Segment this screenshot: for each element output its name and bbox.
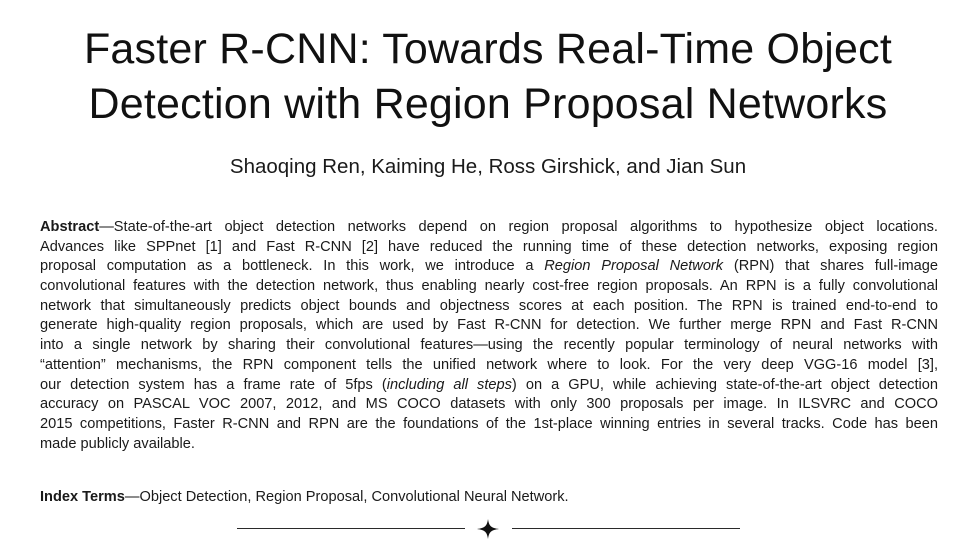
abstract-line xyxy=(40,316,938,336)
abstract-text: network that simultaneously predicts object bounds and objectness scores at each position. The RPN is trained end-to-end to xyxy=(40,297,938,314)
abstract-text: (RPN) that shares full-image xyxy=(723,258,938,275)
abstract-text: accuracy on PASCAL VOC 2007, 2012, and MS COCO datasets with only 300 proposals per image. In ILSVRC and COCO xyxy=(40,396,938,413)
abstract-text: made publicly available. xyxy=(40,435,195,452)
abstract-emphasis: Region Proposal Network xyxy=(544,258,724,275)
abstract-text: generate high-quality region proposals, which are used by Fast R-CNN for detection. We further merge RPN and Fast R-CNN xyxy=(40,317,938,334)
abstract-text: “attention” mechanisms, the RPN component tells the unified network where to look. For the very deep VGG-16 model [3], xyxy=(40,356,938,373)
abstract-text: our detection system has a frame rate of 5fps ( xyxy=(40,376,387,393)
abstract-line xyxy=(40,257,938,277)
abstract-text: ) on a GPU, while achieving state-of-the-art object detection xyxy=(511,376,939,393)
abstract-line xyxy=(40,336,938,356)
abstract-line xyxy=(40,218,938,238)
abstract-line xyxy=(40,415,938,435)
divider-rule-left xyxy=(237,528,465,529)
abstract-text: —State-of-the-art object detection networks depend on region proposal algorithms to hypothesize object locations. xyxy=(99,219,938,235)
paper-title-line-2: Detection with Region Proposal Networks xyxy=(88,80,888,128)
abstract-emphasis: including all steps xyxy=(386,376,512,393)
abstract-line xyxy=(40,376,938,396)
abstract-text: proposal computation as a bottleneck. In this work, we introduce a xyxy=(40,258,545,275)
diamond-icon xyxy=(477,519,499,539)
abstract-text: Advances like SPPnet [1] and Fast R-CNN [2] have reduced the running time of these detection networks, exposing region xyxy=(40,238,938,255)
abstract-line xyxy=(40,277,938,297)
index-terms-text: —Object Detection, Region Proposal, Convolutional Neural Network. xyxy=(124,489,569,505)
abstract-text: convolutional features with the detection network, thus enabling nearly cost-free region proposals. An RPN is a fully convolutional xyxy=(40,278,938,295)
abstract-text: into a single network by sharing their convolutional features—using the recently popular terminology of neural networks with xyxy=(40,337,938,354)
index-terms-label: Index Terms xyxy=(40,489,125,505)
abstract-line xyxy=(40,356,938,376)
abstract-text: 2015 competitions, Faster R-CNN and RPN are the foundations of the 1st-place winning entries in several tracks. Code has been xyxy=(40,415,938,432)
author-list: Shaoqing Ren, Kaiming He, Ross Girshick, and Jian Sun xyxy=(229,155,747,178)
abstract-line xyxy=(40,435,938,455)
index-terms xyxy=(40,487,938,507)
abstract-label: Abstract xyxy=(40,219,100,235)
abstract-line xyxy=(40,238,938,258)
abstract-line xyxy=(40,395,938,415)
abstract xyxy=(40,218,938,454)
paper-title-line-1: Faster R-CNN: Towards Real-Time Object xyxy=(83,25,893,73)
divider-rule-right xyxy=(512,528,740,529)
abstract-line xyxy=(40,297,938,317)
section-divider xyxy=(0,528,976,540)
paper-title xyxy=(20,22,956,132)
